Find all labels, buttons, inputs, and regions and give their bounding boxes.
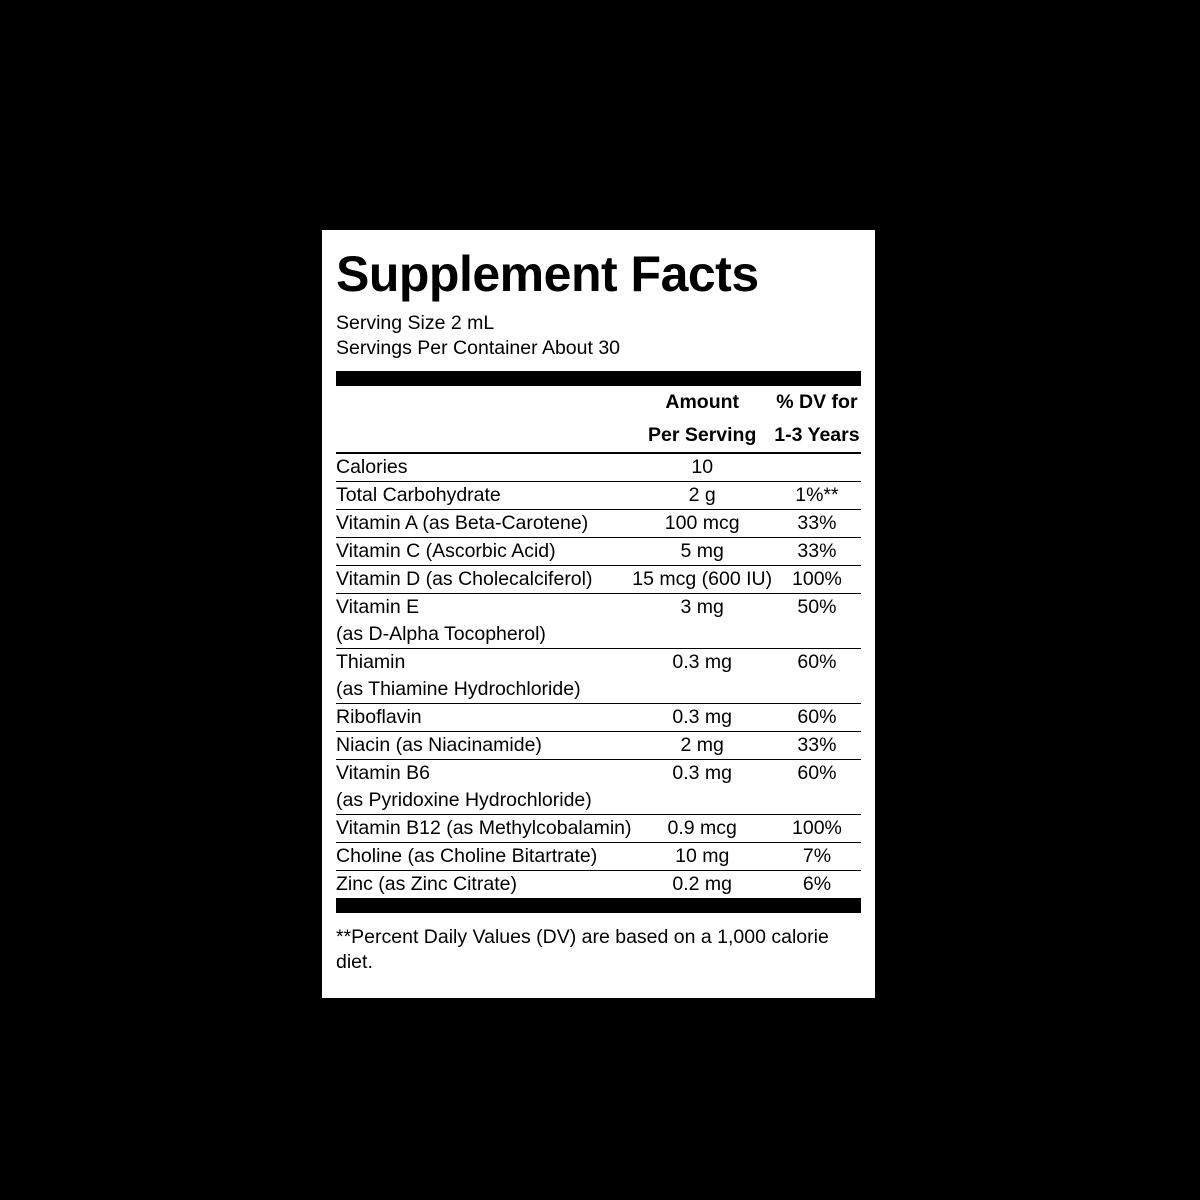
table-row xyxy=(336,731,861,759)
table-row xyxy=(336,565,861,593)
page-title: Supplement Facts xyxy=(336,246,759,302)
nutrient-dv: 100% xyxy=(773,565,861,593)
nutrient-amount: 0.2 mg xyxy=(672,872,733,895)
nutrient-amount: 0.3 mg xyxy=(632,703,773,731)
nutrient-amount-empty xyxy=(632,621,773,649)
table-row xyxy=(336,814,861,842)
nutrition-table-body xyxy=(336,386,861,898)
header-amount-line1: Amount xyxy=(665,390,740,413)
nutrient-name: Vitamin D (as Cholecalciferol) xyxy=(336,565,632,593)
nutrient-amount: 2 g xyxy=(632,481,773,509)
nutrient-amount: 0.3 mg xyxy=(672,761,733,784)
table-row xyxy=(336,842,861,870)
nutrient-name: Choline (as Choline Bitartrate) xyxy=(336,842,632,870)
nutrient-amount: 100 mcg xyxy=(632,509,773,537)
nutrient-name: Zinc (as Zinc Citrate) xyxy=(336,872,517,895)
header-divider-bar xyxy=(336,371,861,386)
header-dv-line2: 1-3 Years xyxy=(773,419,861,453)
nutrient-dv: 100% xyxy=(773,814,861,842)
table-subrow xyxy=(336,787,861,815)
header-amount-line2: Per Serving xyxy=(632,419,773,453)
nutrient-dv: 1%** xyxy=(773,481,861,509)
nutrient-name: Calories xyxy=(336,453,632,482)
nutrient-name: Thiamin xyxy=(336,650,406,673)
table-subrow xyxy=(336,621,861,649)
nutrient-name: Vitamin B6 xyxy=(336,761,430,784)
nutrient-dv: 60% xyxy=(773,703,861,731)
nutrient-name: Riboflavin xyxy=(336,703,632,731)
header-spacer-2 xyxy=(336,419,632,453)
table-row xyxy=(336,759,861,787)
nutrient-amount-empty xyxy=(632,787,773,815)
table-row xyxy=(336,870,861,898)
table-row xyxy=(336,703,861,731)
nutrient-amount: 0.9 mcg xyxy=(632,814,773,842)
nutrient-amount: 0.3 mg xyxy=(672,650,733,673)
supplement-facts-panel xyxy=(322,230,875,998)
nutrient-dv: 7% xyxy=(773,842,861,870)
nutrient-amount: 5 mg xyxy=(632,537,773,565)
nutrition-table xyxy=(336,386,861,898)
nutrient-amount: 15 mcg (600 IU) xyxy=(632,565,773,593)
footer-divider-bar xyxy=(336,898,861,913)
nutrient-dv-empty xyxy=(773,787,861,815)
nutrient-dv: 50% xyxy=(797,595,837,618)
header-spacer xyxy=(336,386,632,419)
nutrient-name: Vitamin B12 (as Methylcobalamin) xyxy=(336,814,632,842)
nutrient-dv: 33% xyxy=(773,731,861,759)
nutrient-dv-empty xyxy=(773,621,861,649)
header-dv-line1: % DV for xyxy=(776,390,858,413)
nutrient-amount: 2 mg xyxy=(632,731,773,759)
nutrient-dv: 33% xyxy=(773,509,861,537)
nutrient-dv: 60% xyxy=(797,650,837,673)
serving-size-text: Serving Size 2 mL xyxy=(336,311,495,334)
table-header-row-2 xyxy=(336,419,861,453)
nutrient-dv: 6% xyxy=(802,872,832,895)
table-header-row-1 xyxy=(336,386,861,419)
nutrient-source: (as D-Alpha Tocopherol) xyxy=(336,621,632,649)
table-row xyxy=(336,648,861,676)
table-row xyxy=(336,453,861,482)
nutrient-dv: 60% xyxy=(797,761,837,784)
nutrient-amount: 10 mg xyxy=(632,842,773,870)
nutrient-dv: 33% xyxy=(773,537,861,565)
nutrient-amount: 3 mg xyxy=(680,595,724,618)
table-row xyxy=(336,481,861,509)
nutrient-amount-empty xyxy=(632,676,773,704)
nutrient-name: Vitamin C (Ascorbic Acid) xyxy=(336,537,632,565)
nutrient-dv-empty xyxy=(773,676,861,704)
nutrient-source: (as Pyridoxine Hydrochloride) xyxy=(336,787,632,815)
daily-value-footnote: **Percent Daily Values (DV) are based on a 1,000 calorie diet. xyxy=(336,925,829,974)
nutrient-dv xyxy=(773,453,861,482)
table-row xyxy=(336,509,861,537)
nutrient-name: Vitamin E xyxy=(336,595,420,618)
table-row xyxy=(336,537,861,565)
nutrient-source: (as Thiamine Hydrochloride) xyxy=(336,676,632,704)
nutrient-name: Vitamin A (as Beta-Carotene) xyxy=(336,509,632,537)
table-subrow xyxy=(336,676,861,704)
servings-per-container-text: Servings Per Container About 30 xyxy=(336,337,621,360)
nutrient-amount: 10 xyxy=(632,453,773,482)
nutrient-name: Total Carbohydrate xyxy=(336,481,632,509)
nutrient-name: Niacin (as Niacinamide) xyxy=(336,731,632,759)
table-row xyxy=(336,593,861,621)
